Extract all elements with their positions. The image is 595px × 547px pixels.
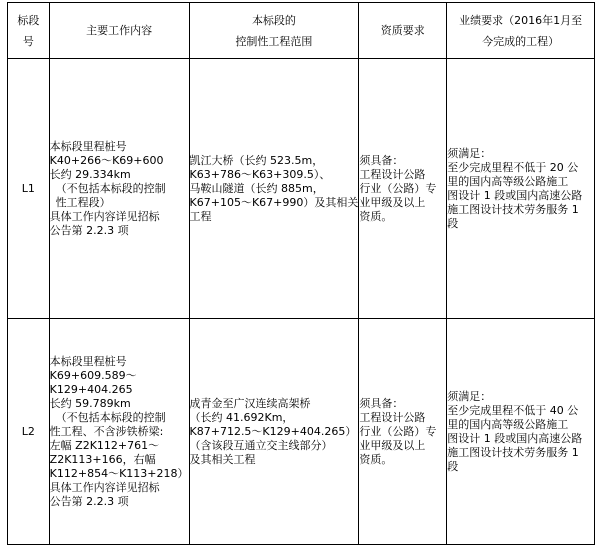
main-work-cell: 本标段里程桩号 K69+609.589～ K129+404.265 长约 59.789km （不包括本标段的控制 性工程、不含涉铁桥梁: 左幅 Z2K112+761～ Z2K113+166，右幅 K112+854～K113+218） 具体工作内容详见招标 公告第 2.2.3 项 [49,319,189,545]
bidding-sections-table [7,2,595,545]
header-performance: 业绩要求（2016年1月至 今完成的工程） [447,3,595,59]
control-scope-cell: 凯江大桥（长约 523.5m， K63+786～K63+309.5）、 马鞍山隧道（长约 885m， K67+105～K67+990）及其相关 工程 [189,59,359,319]
table-row [8,59,595,319]
performance-cell: 须满足： 至少完成里程不低于 40 公 里的国内高等级公路施工 图设计 1 段或国内高速公路 施工图设计技术劳务服务 1 段 [447,319,595,545]
header-row [8,3,595,59]
qualification-cell: 须具备： 工程设计公路 行业（公路）专 业甲级及以上 资质。 [359,319,447,545]
table-row [8,319,595,545]
header-main-work: 主要工作内容 [49,3,189,59]
header-qualification: 资质要求 [359,3,447,59]
performance-cell: 须满足： 至少完成里程不低于 20 公 里的国内高等级公路施工 图设计 1 段或国内高速公路 施工图设计技术劳务服务 1 段 [447,59,595,319]
section-code: L1 [8,59,50,319]
header-control-scope: 本标段的 控制性工程范围 [189,3,359,59]
control-scope-cell: 成青金至广汉连续高架桥 （长约 41.692Km， K87+712.5～K129+404.265） （含该段互通立交主线部分） 及其相关工程 [189,319,359,545]
header-section-number: 标段 号 [8,3,50,59]
section-code: L2 [8,319,50,545]
qualification-cell: 须具备： 工程设计公路 行业（公路）专 业甲级及以上 资质。 [359,59,447,319]
main-work-cell: 本标段里程桩号 K40+266～K69+600 长约 29.334km （不包括本标段的控制 性工程段） 具体工作内容详见招标 公告第 2.2.3 项 [49,59,189,319]
